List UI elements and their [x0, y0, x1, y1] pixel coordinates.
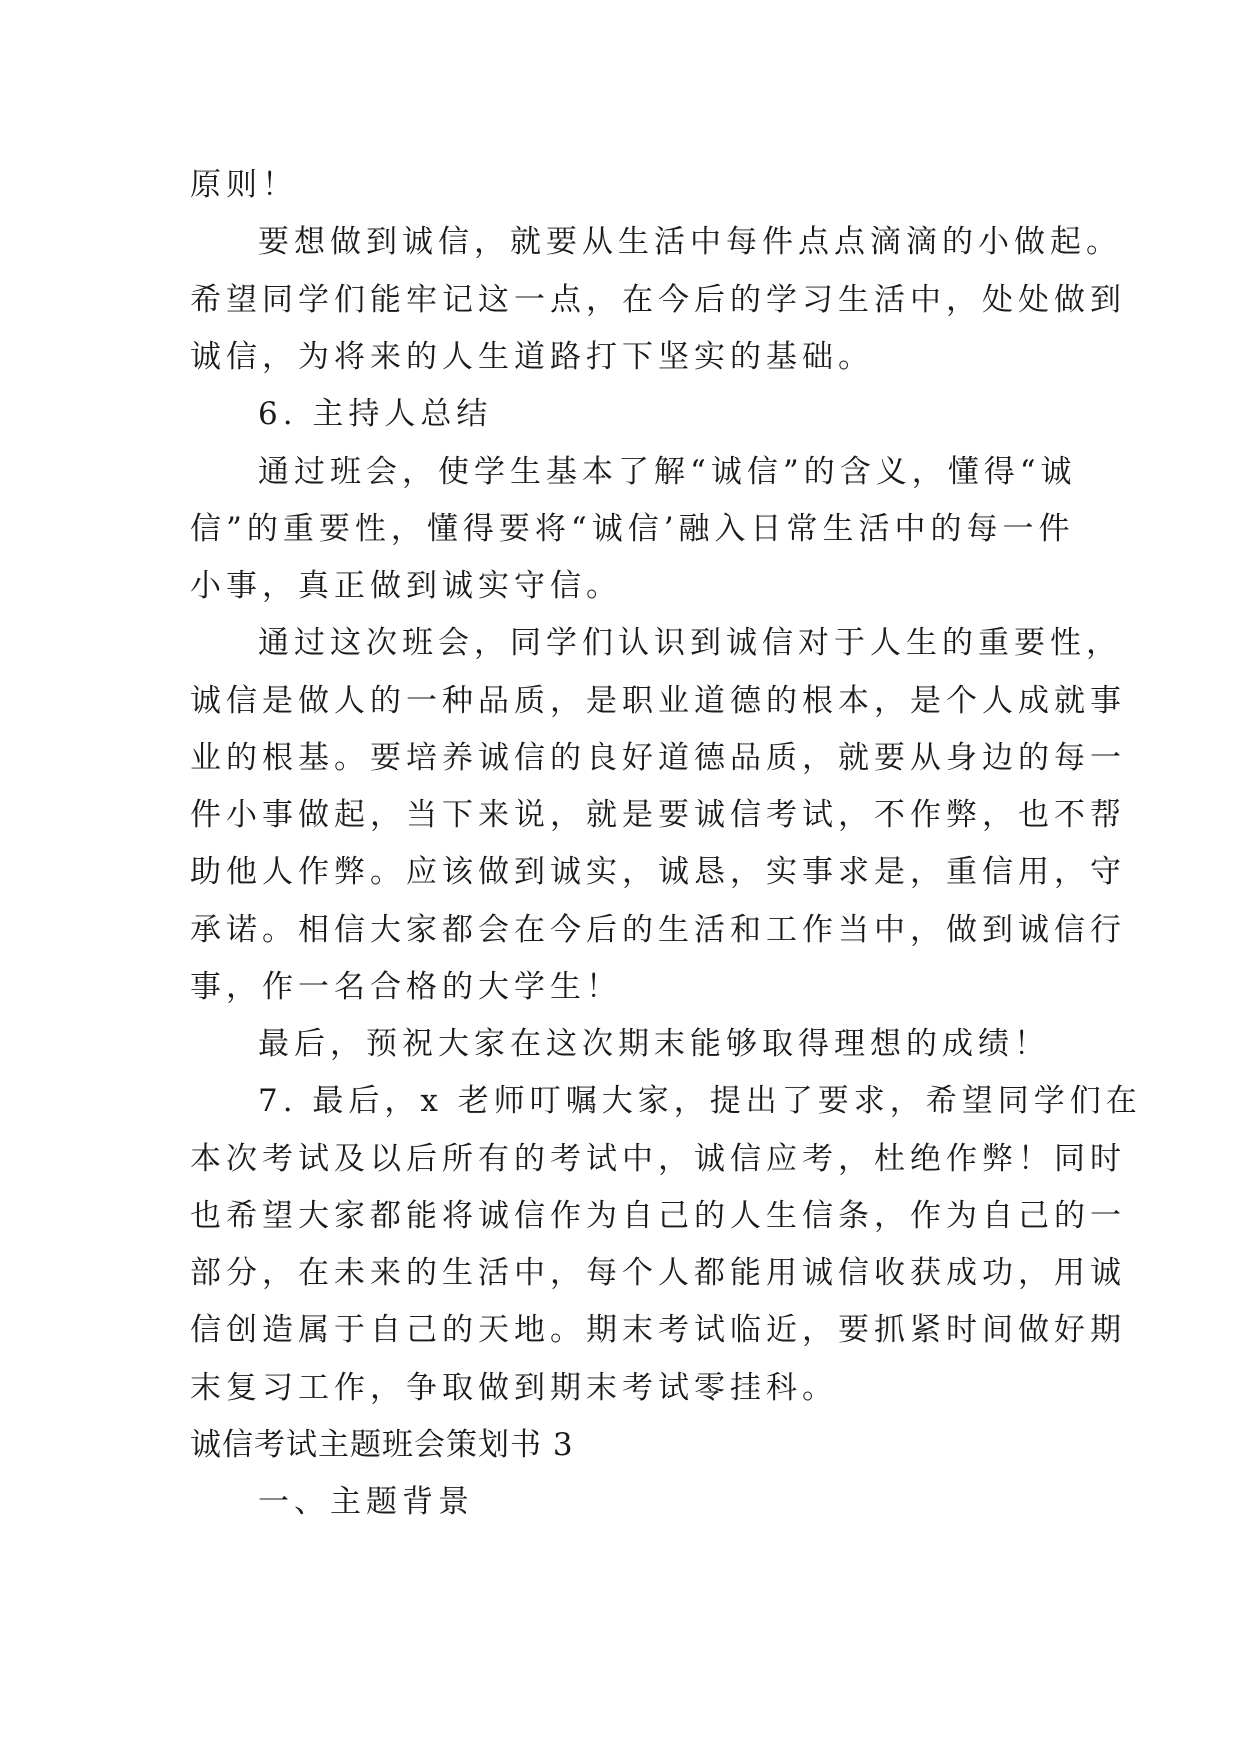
paragraph-line: 信”的重要性，懂得要将“诚信’融入日常生活中的每一件 — [190, 511, 1075, 547]
paragraph-line: 承诺。相信大家都会在今后的生活和工作当中，做到诚信行 — [190, 912, 1126, 948]
paragraph-line: 部分，在未来的生活中，每个人都能用诚信收获成功，用诚 — [190, 1255, 1126, 1291]
paragraph-line: 末复习工作，争取做到期末考试零挂科。 — [190, 1370, 838, 1406]
paragraph-line: 原则！ — [190, 167, 298, 203]
paragraph-line: 最后，预祝大家在这次期末能够取得理想的成绩！ — [258, 1026, 1050, 1062]
paragraph-line: 业的根基。要培养诚信的良好道德品质，就要从身边的每一 — [190, 740, 1126, 776]
paragraph-line: 件小事做起，当下来说，就是要诚信考试，不作弊，也不帮 — [190, 797, 1126, 833]
paragraph-line: 希望同学们能牢记这一点，在今后的学习生活中，处处做到 — [190, 282, 1126, 318]
paragraph-line: 也希望大家都能将诚信作为自己的人生信条，作为自己的一 — [190, 1198, 1126, 1234]
paragraph-line: 7. 最后，x 老师叮嘱大家，提出了要求，希望同学们在 — [258, 1083, 1142, 1119]
paragraph-line: 小事，真正做到诚实守信。 — [190, 568, 622, 604]
paragraph-line: 诚信是做人的一种品质，是职业道德的根本，是个人成就事 — [190, 683, 1126, 719]
paragraph-line: 事，作一名合格的大学生！ — [190, 969, 622, 1005]
paragraph-line: 信创造属于自己的天地。期末考试临近，要抓紧时间做好期 — [190, 1312, 1126, 1348]
section-heading: 6. 主持人总结 — [258, 396, 493, 432]
paragraph-line: 本次考试及以后所有的考试中，诚信应考，杜绝作弊！同时 — [190, 1141, 1126, 1177]
paragraph-line: 通过这次班会，同学们认识到诚信对于人生的重要性， — [258, 625, 1122, 661]
paragraph-line: 诚信，为将来的人生道路打下坚实的基础。 — [190, 339, 874, 375]
paragraph-line: 助他人作弊。应该做到诚实，诚恳，实事求是，重信用，守 — [190, 854, 1126, 890]
paragraph-line: 要想做到诚信，就要从生活中每件点点滴滴的小做起。 — [258, 224, 1122, 260]
document-title: 诚信考试主题班会策划书 3 — [190, 1427, 574, 1463]
section-heading: 一、主题背景 — [258, 1484, 474, 1520]
paragraph-line: 通过班会，使学生基本了解“诚信”的含义，懂得“诚 — [258, 454, 1077, 490]
